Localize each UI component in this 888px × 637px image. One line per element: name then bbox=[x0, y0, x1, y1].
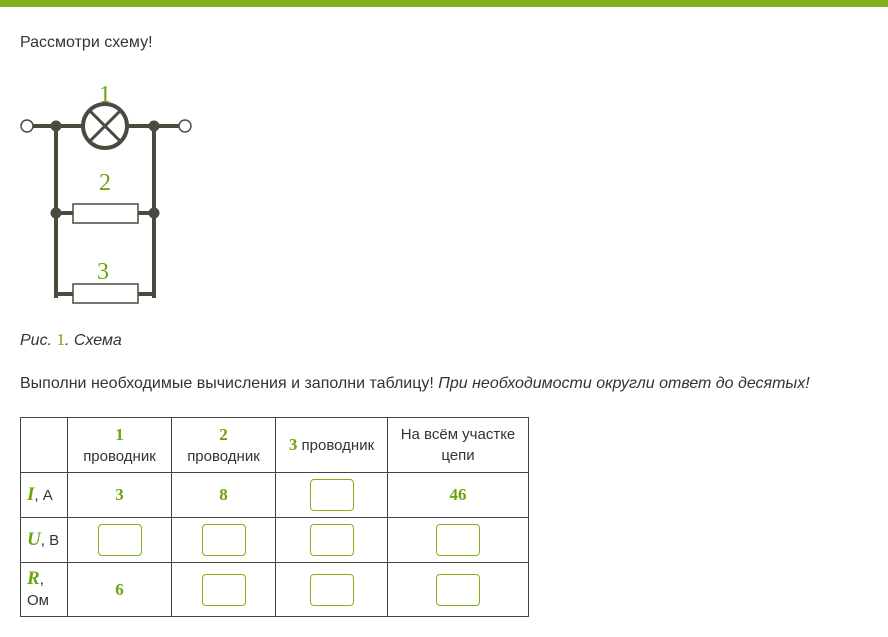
header-conductor-2: 2 проводник bbox=[172, 418, 276, 473]
header-total: На всём участке цепи bbox=[388, 418, 529, 473]
element-label-1: 1 bbox=[99, 82, 111, 108]
figure-caption bbox=[20, 330, 122, 350]
cell-u-1 bbox=[68, 518, 172, 563]
corner-cell bbox=[21, 418, 68, 473]
cell-r-3 bbox=[276, 563, 388, 617]
data-table bbox=[20, 417, 529, 617]
answer-input-r-total[interactable] bbox=[436, 574, 480, 606]
cell-i-2: 8 bbox=[172, 473, 276, 518]
header-conductor-3: 3 проводник bbox=[276, 418, 388, 473]
header-conductor-1: 1 проводник bbox=[68, 418, 172, 473]
element-label-3: 3 bbox=[97, 259, 109, 285]
cell-i-total: 46 bbox=[388, 473, 529, 518]
caption-number: 1 bbox=[56, 330, 65, 349]
junction bbox=[51, 208, 62, 219]
left-terminal bbox=[21, 120, 33, 132]
resistor-2 bbox=[73, 204, 138, 223]
row-label-resistance: R, Ом bbox=[21, 563, 68, 617]
table-row bbox=[21, 473, 529, 518]
caption-text: . Схема bbox=[64, 332, 122, 349]
cell-r-2 bbox=[172, 563, 276, 617]
instruction-text bbox=[20, 375, 810, 393]
right-terminal bbox=[179, 120, 191, 132]
element-label-2: 2 bbox=[99, 170, 111, 196]
junction bbox=[149, 121, 160, 132]
cell-r-total bbox=[388, 563, 529, 617]
circuit-diagram bbox=[18, 80, 208, 310]
junction bbox=[149, 208, 160, 219]
cell-u-3 bbox=[276, 518, 388, 563]
caption-prefix: Рис. bbox=[20, 332, 53, 349]
instruction-hint: При необходимости округли ответ до десятых! bbox=[438, 375, 810, 392]
answer-input-i3[interactable] bbox=[310, 479, 354, 511]
cell-u-total bbox=[388, 518, 529, 563]
table-row bbox=[21, 563, 529, 617]
task-prompt: Рассмотри схему! bbox=[20, 34, 153, 51]
table-header-row bbox=[21, 418, 529, 473]
top-accent-bar bbox=[0, 0, 888, 7]
answer-input-u2[interactable] bbox=[202, 524, 246, 556]
row-label-voltage: U, В bbox=[21, 518, 68, 563]
row-label-current: I, А bbox=[21, 473, 68, 518]
answer-input-u3[interactable] bbox=[310, 524, 354, 556]
resistor-3 bbox=[73, 284, 138, 303]
lamp-symbol bbox=[83, 104, 127, 148]
junction bbox=[51, 121, 62, 132]
cell-i-3 bbox=[276, 473, 388, 518]
table-row bbox=[21, 518, 529, 563]
cell-u-2 bbox=[172, 518, 276, 563]
answer-input-r2[interactable] bbox=[202, 574, 246, 606]
instruction-main: Выполни необходимые вычисления и заполни таблицу! bbox=[20, 375, 439, 392]
cell-i-1: 3 bbox=[68, 473, 172, 518]
answer-input-u1[interactable] bbox=[98, 524, 142, 556]
answer-input-u-total[interactable] bbox=[436, 524, 480, 556]
answer-input-r3[interactable] bbox=[310, 574, 354, 606]
cell-r-1: 6 bbox=[68, 563, 172, 617]
